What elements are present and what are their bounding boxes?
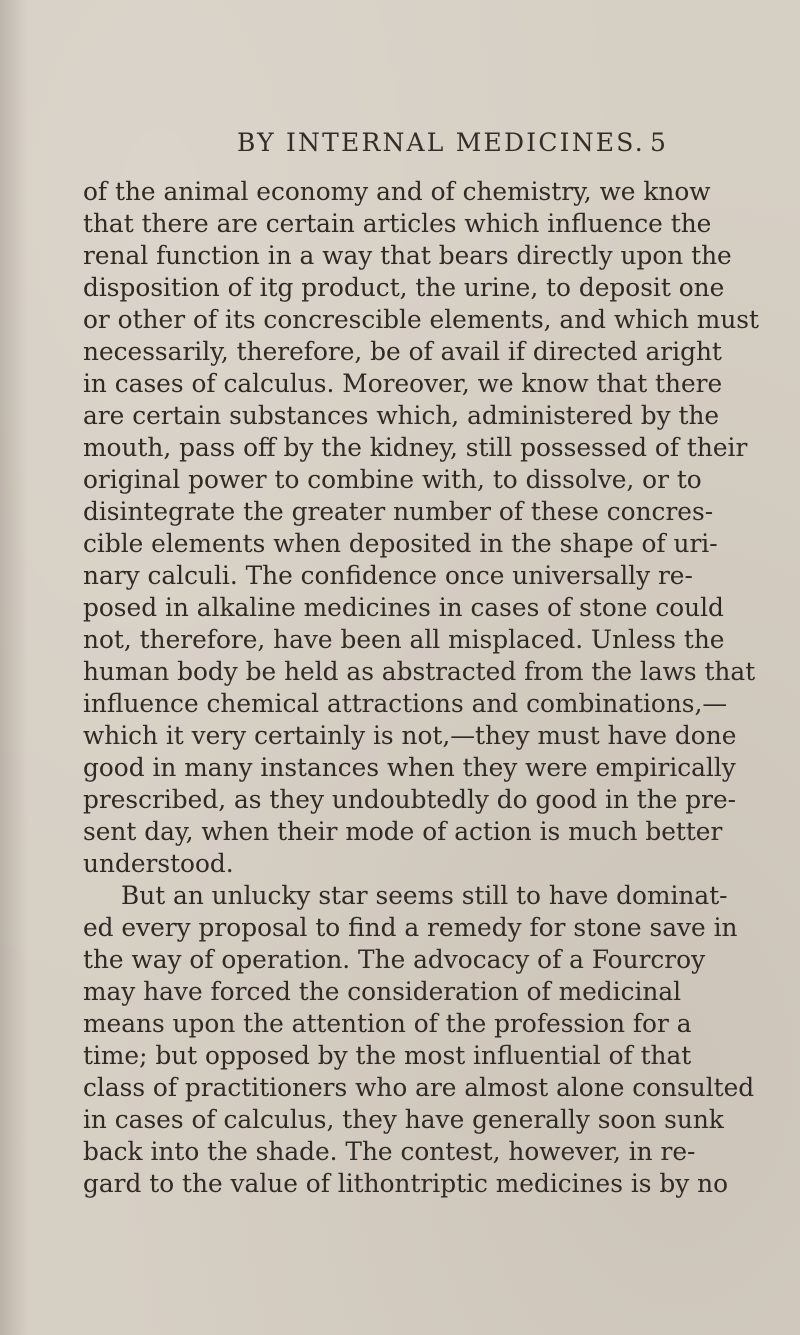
text-line: influence chemical attractions and combinations,— — [83, 689, 728, 718]
text-line: good in many instances when they were empirically — [83, 753, 736, 782]
text-line: human body be held as abstracted from the laws that — [83, 657, 756, 686]
text-line: class of practitioners who are almost alone consulted — [83, 1073, 755, 1102]
text-line: which it very certainly is not,—they must have done — [83, 721, 737, 750]
text-line: are certain substances which, administered by the — [83, 401, 720, 430]
text-line: ed every proposal to find a remedy for stone save in — [83, 913, 738, 942]
running-head-title: BY INTERNAL MEDICINES. — [237, 128, 645, 157]
text-line: may have forced the consideration of medicinal — [83, 977, 682, 1006]
text-line: not, therefore, have been all misplaced. Unless the — [83, 625, 725, 654]
text-line: renal function in a way that bears directly upon the — [83, 241, 732, 270]
text-line: But an unlucky star seems still to have dominat- — [121, 881, 728, 910]
text-line: in cases of calculus. Moreover, we know that there — [83, 369, 723, 398]
running-head — [0, 128, 800, 164]
text-line: nary calculi. The confidence once universally re- — [83, 561, 693, 590]
text-line: disposition of itg product, the urine, to deposit one — [83, 273, 725, 302]
text-line: cible elements when deposited in the shape of uri- — [83, 529, 718, 558]
text-line: necessarily, therefore, be of avail if directed aright — [83, 337, 722, 366]
text-line: that there are certain articles which influence the — [83, 209, 712, 238]
text-line: understood. — [83, 849, 234, 878]
text-line: posed in alkaline medicines in cases of stone could — [83, 593, 724, 622]
text-line: of the animal economy and of chemistry, we know — [83, 177, 711, 206]
text-line: disintegrate the greater number of these concres- — [83, 497, 714, 526]
text-line: means upon the attention of the profession for a — [83, 1009, 692, 1038]
page-gutter-shadow — [0, 0, 28, 1335]
text-line: gard to the value of lithontriptic medicines is by no — [83, 1169, 729, 1198]
page-number: 5 — [650, 128, 666, 157]
text-line: prescribed, as they undoubtedly do good in the pre- — [83, 785, 737, 814]
text-line: back into the shade. The contest, however, in re- — [83, 1137, 696, 1166]
text-line: the way of operation. The advocacy of a Fourcroy — [83, 945, 706, 974]
text-line: original power to combine with, to dissolve, or to — [83, 465, 702, 494]
text-line: time; but opposed by the most influential of that — [83, 1041, 692, 1070]
text-line: sent day, when their mode of action is much better — [83, 817, 723, 846]
text-line: or other of its concrescible elements, and which must — [83, 305, 759, 334]
text-line: in cases of calculus, they have generally soon sunk — [83, 1105, 724, 1134]
text-line: mouth, pass off by the kidney, still possessed of their — [83, 433, 748, 462]
